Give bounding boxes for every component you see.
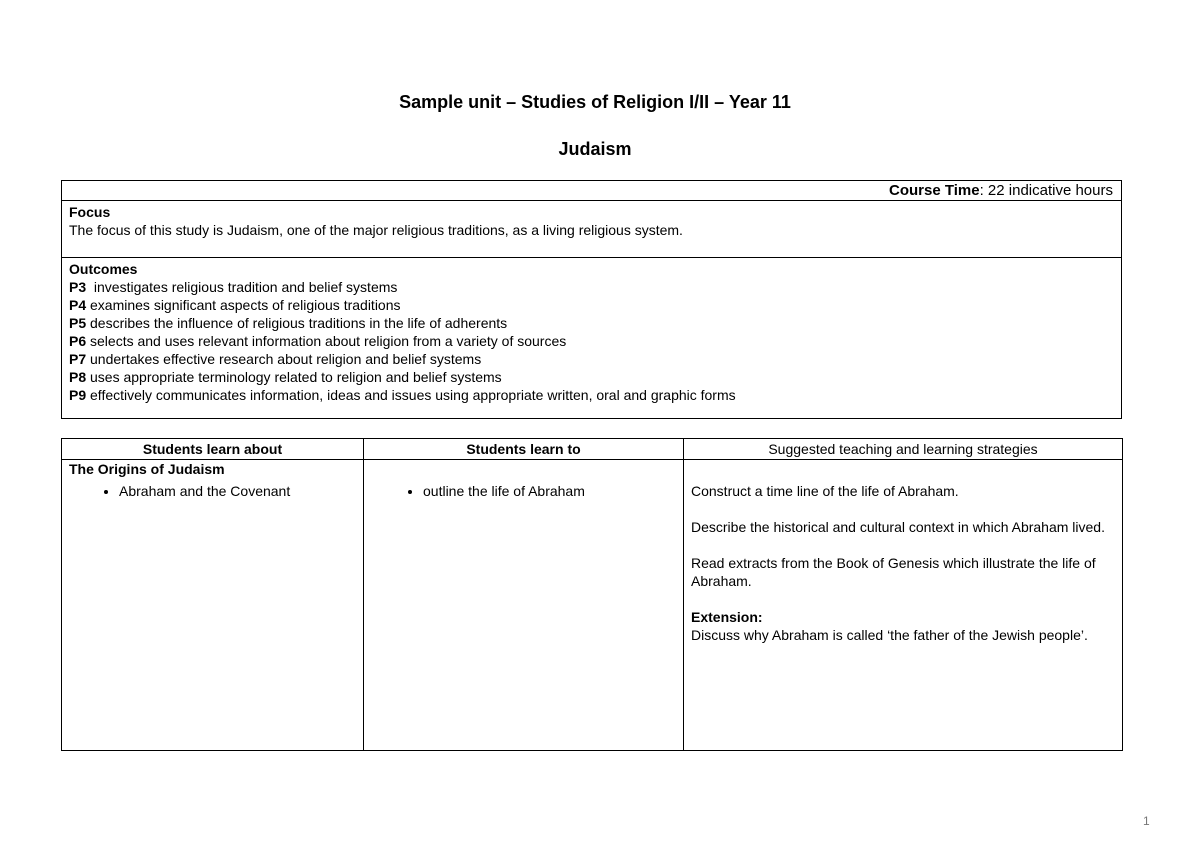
outcome-code: P8 bbox=[69, 369, 87, 385]
learn-about-cell bbox=[62, 460, 364, 751]
learn-to-list bbox=[371, 482, 676, 500]
table-row bbox=[62, 460, 1123, 751]
strategy-item: Describe the historical and cultural context in which Abraham lived. bbox=[691, 519, 1105, 535]
outcome-item bbox=[69, 278, 1114, 296]
unit-info-table bbox=[61, 180, 1122, 419]
list-item: • Abraham and the Covenant bbox=[119, 482, 356, 500]
outcome-code: P4 bbox=[69, 297, 87, 313]
list-item: • outline the life of Abraham bbox=[423, 482, 676, 500]
outcome-item bbox=[69, 350, 1114, 368]
course-time-label: Course Time bbox=[888, 182, 980, 199]
outcome-item bbox=[69, 332, 1114, 350]
outcomes-heading: Outcomes bbox=[69, 261, 138, 277]
outcome-item bbox=[69, 386, 1114, 404]
course-time-cell bbox=[62, 181, 1122, 201]
page-number: 1 bbox=[1143, 814, 1150, 828]
extension-text: Discuss why Abraham is called ‘the father of the Jewish people’. bbox=[691, 627, 1088, 643]
learning-table-header bbox=[62, 439, 1123, 460]
outcome-item bbox=[69, 368, 1114, 386]
learning-table bbox=[61, 438, 1123, 751]
outcome-text: examines significant aspects of religious traditions bbox=[86, 297, 401, 313]
outcome-text: selects and uses relevant information about religion from a variety of sources bbox=[86, 333, 567, 349]
outcome-text: uses appropriate terminology related to religion and belief systems bbox=[86, 369, 502, 385]
outcome-code: P7 bbox=[69, 351, 87, 367]
learn-to-cell bbox=[364, 460, 684, 751]
strategy-item: Construct a time line of the life of Abraham. bbox=[691, 483, 959, 499]
outcome-text: describes the influence of religious traditions in the life of adherents bbox=[86, 315, 508, 331]
strategy-item: Read extracts from the Book of Genesis which illustrate the life of Abraham. bbox=[691, 555, 1096, 589]
outcome-item bbox=[69, 296, 1114, 314]
focus-heading: Focus bbox=[69, 204, 111, 220]
header-learn-to: Students learn to bbox=[364, 439, 684, 460]
focus-cell bbox=[62, 201, 1122, 258]
outcome-text: undertakes effective research about religion and belief systems bbox=[86, 351, 482, 367]
section-heading: The Origins of Judaism bbox=[69, 461, 225, 477]
extension-heading: Extension: bbox=[691, 609, 763, 625]
outcome-text: effectively communicates information, ideas and issues using appropriate written, oral and graphic forms bbox=[86, 387, 736, 403]
strategies-cell bbox=[684, 460, 1123, 751]
outcomes-cell bbox=[62, 258, 1122, 419]
outcome-text: investigates religious tradition and belief systems bbox=[86, 279, 398, 295]
focus-text: The focus of this study is Judaism, one of the major religious traditions, as a living religious system. bbox=[69, 222, 683, 238]
outcome-code: P6 bbox=[69, 333, 87, 349]
page-title: Sample unit – Studies of Religion I/II – Year 11 bbox=[399, 92, 791, 112]
outcome-item bbox=[69, 314, 1114, 332]
learn-about-list bbox=[69, 482, 356, 500]
header-learn-about: Students learn about bbox=[62, 439, 364, 460]
document-subtitle: Judaism bbox=[558, 139, 632, 159]
outcome-code: P9 bbox=[69, 387, 87, 403]
header-strategies: Suggested teaching and learning strategies bbox=[684, 439, 1123, 460]
course-time-value: : 22 indicative hours bbox=[979, 182, 1113, 199]
outcome-code: P5 bbox=[69, 315, 87, 331]
outcome-code: P3 bbox=[69, 279, 87, 295]
